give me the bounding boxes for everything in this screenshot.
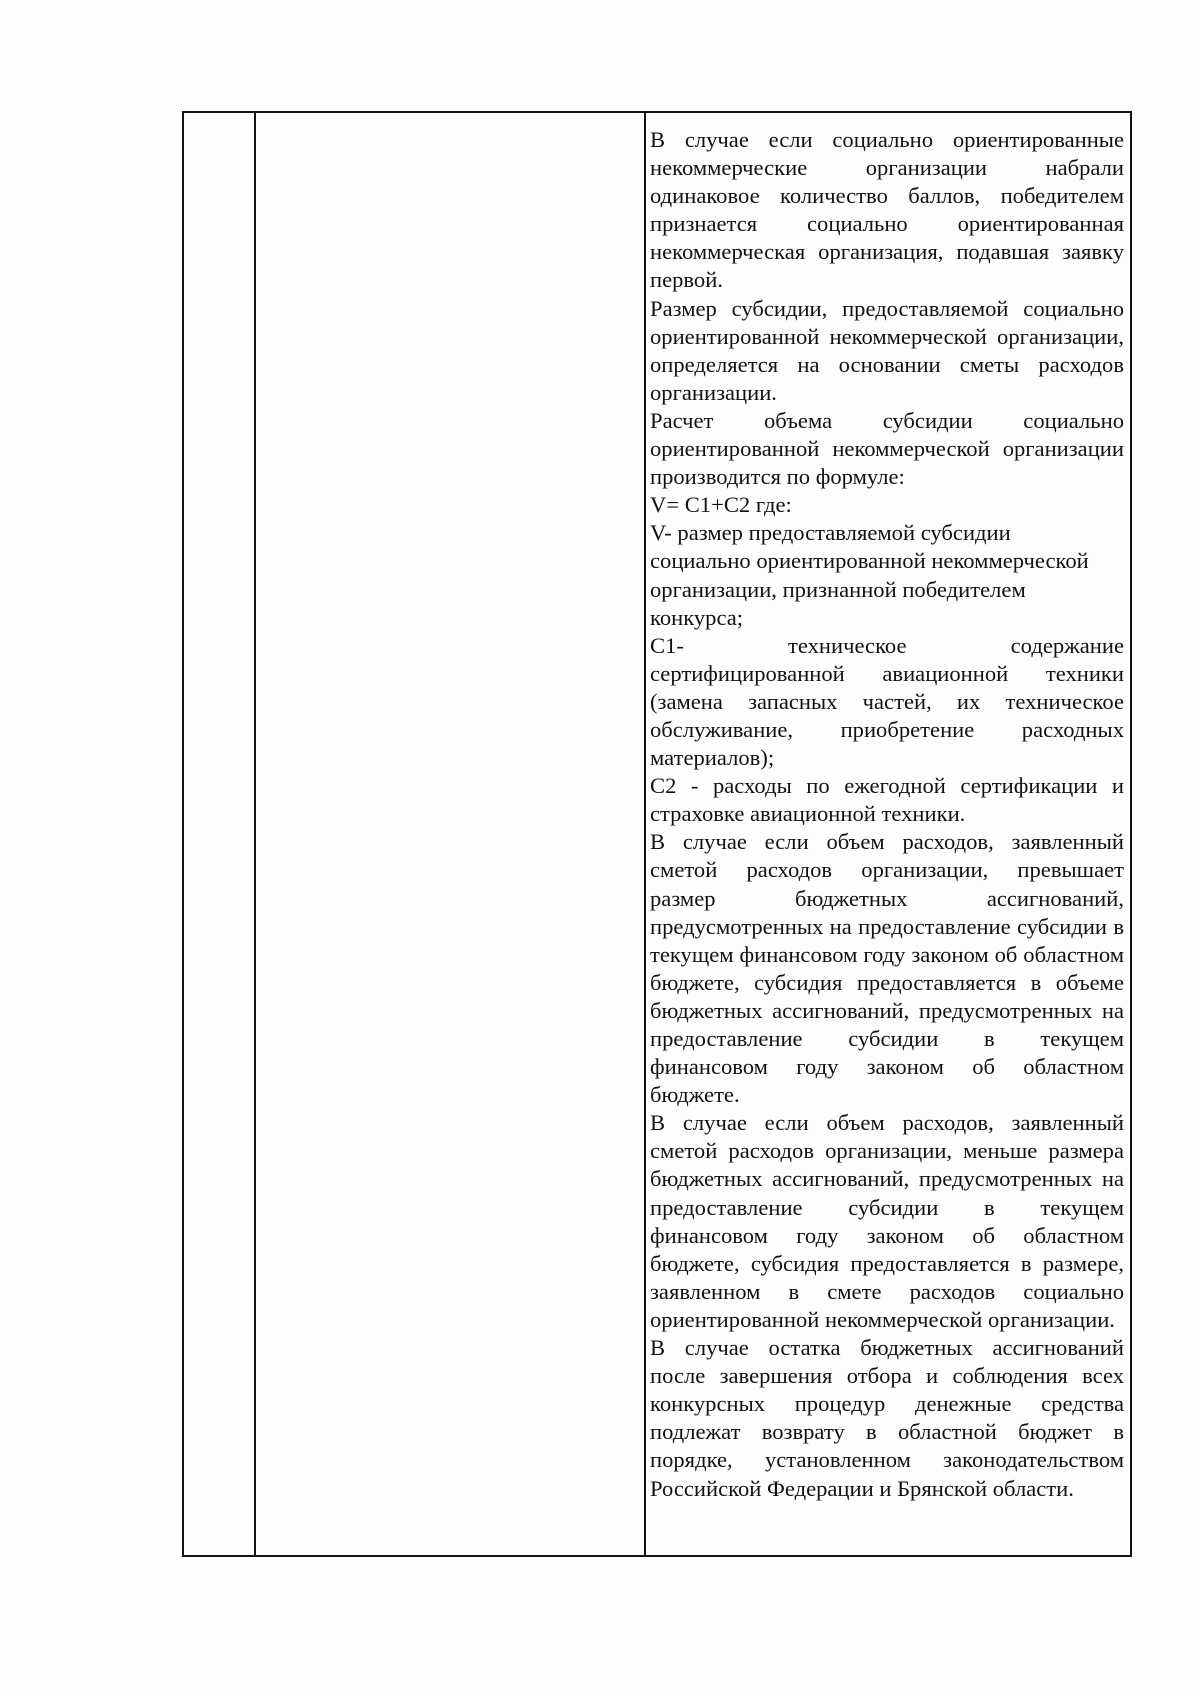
paragraph: С2 - расходы по ежегодной сертификации и страховке авиационной техники. [650,773,1124,827]
table-cell-title [255,112,645,1556]
cell-text-block [646,113,1130,1555]
paragraph: С1- техническое содержание сертифицированной авиационной техники (замена запасных частей, их техническое обслуживание, приобретение расходных материалов); [650,632,1124,771]
table-cell-content [645,112,1131,1556]
document-table [182,111,1132,1557]
paragraph: В случае если социально ориентированные некоммерческие организации набрали одинаковое количество баллов, победителем признается социально ориентированная некоммерческая организация, подавшая заявку первой. [650,127,1124,293]
paragraph: социально ориентированной некоммерческой [650,548,1089,574]
paragraph: В случае если объем расходов, заявленный сметой расходов организации, превышает размер бюджетных ассигнований, предусмотренных на предоставление субсидии в текущем финансовом году законом об областном бюджете, субсидия предоставляется в объеме бюджетных ассигнований, предусмотренных на предоставление субсидии в текущем финансовом году законом об областном бюджете. [650,829,1124,1108]
table-cell-number [183,112,255,1556]
table-row [183,112,1131,1556]
paragraph: организации, признанной победителем [650,576,1026,602]
paragraph: В случае остатка бюджетных ассигнований после завершения отбора и соблюдения всех конкурсных процедур денежные средства подлежат возврату в областной бюджет в порядке, установленном законодательством Российской Федерации и Брянской области. [650,1335,1124,1501]
paragraph: Размер субсидии, предоставляемой социально ориентированной некоммерческой организации, определяется на основании сметы расходов организации. [650,295,1124,405]
paragraph: В случае если объем расходов, заявленный сметой расходов организации, меньше размера бюджетных ассигнований, предусмотренных на предоставление субсидии в текущем финансовом году законом об областном бюджете, субсидия предоставляется в размере, заявленном в смете расходов социально ориентированной некоммерческой организации. [650,1110,1124,1332]
formula: V= C1+C2 где: [650,492,792,518]
paragraph: Расчет объема субсидии социально ориентированной некоммерческой организации производится по формуле: [650,407,1124,490]
paragraph: V- размер предоставляемой субсидии [650,520,1011,546]
paragraph: конкурса; [650,604,744,630]
